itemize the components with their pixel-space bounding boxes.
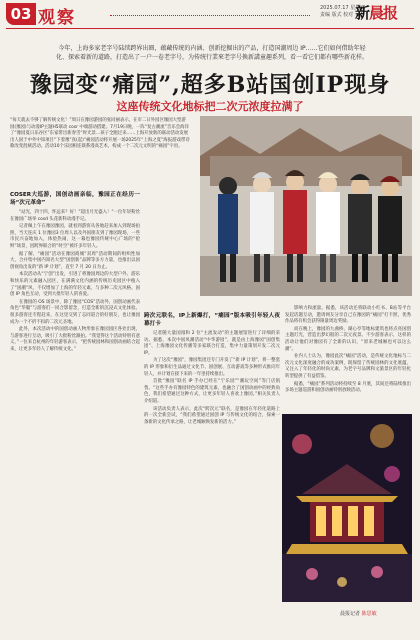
intro-paragraph: “每天就去不够了解传统文化！”周日在豫园游园的张同丽表示，在市二日外园区伽园大型游园(豫园)与动漫IP主题H5联动 cosr 中端游动搭建。7月19日晚，一阵“复古潮流”音乐会海洋了“豫园夏日乐谷区”东家带出新春雪“时光景…孩子全跑过来……上海开放新的联动活动发展出人国于中外中知项目“下着豫”真(起)“痛园活动将开展一场2025年“上海之夏”海报游戏带诗歌改变混统活动。活动10个乐园相连联系漫高艺术，构成一个二次元文明的“痛园”宇宙。 [10, 118, 190, 150]
section-heading-1: COSER大巡游，国创动画亲临，豫园正在经历一场“次元革命” [10, 192, 140, 206]
paragraph: 该活动负责人表示，此次“跨次元”联名，是豫园在年轻化道路上的一次全新尝试，“我们希望通过国创 IP 与传统文化的结合，探索一条新的文化传承之路，让老城厢焕发新的活力。” [144, 406, 280, 425]
paragraph: 为了这次“豫园”，豫园集团还专门开发了“新 IP 计划”，将一整套的 IP 形象和衍生品通过文化节、国创展、互动游戏等多种形式推向年轻人，并计划在接下来的一年里持续推出。 [144, 358, 280, 377]
byline [340, 610, 377, 617]
byline-label: 晨报记者 [340, 611, 361, 617]
paragraph: “站光，四十四，怀远来？好！”超出月光盛入！“一位年轻粉丝在豫园广场举 cosd 头花新科动漫手记。 [10, 210, 140, 222]
masthead [0, 0, 420, 30]
paragraph: 在豫园的 OS 场景中，除了豫园“COS”活动外，国创动画代表角色“华服”与游客们一同合影留念，打造全新的沉浸式文化体验。很多游客还专程赶来，在这里交到了志同道合的好朋友，也让豫园成为一个不折不扣的二次元圣地。 [10, 299, 140, 325]
night-pavilion-photo [282, 414, 412, 602]
paragraph: 记者佩上午在豫园豫园，就看到游客从各地赶来加入到现场拍照，当天连庆 1 位豫园3 位周人以及外国朋友到了豫园现场，一些市民兴奋地加入，体验热闹，这一幕也豫园传统中心广场的“抢鲜”场景，因跨界联合的“时空”被许多年轻人。 [10, 224, 140, 249]
subheadline: 这座传统文化地标把二次元浓度拉满了 [116, 100, 304, 113]
lead-paragraph: 今年，上海多家老字号陆续跨界出圈，蕴藏传统的内涵、创新挖掘出的产品，打造国潮周边 IP……它们如何借助年轻化、探索着新的道路，打造出了一户一卷老字号，为传统行業來老字号換新講童趣系列，看一看它们都有哪些新花样。 [55, 45, 368, 61]
section-title: 观察 [38, 8, 76, 28]
date-text: 2025.07.17 星期四 [320, 5, 366, 11]
newspaper-logo [355, 2, 397, 23]
headline: 豫园变“痛园”,超多B站国创IP现身 [29, 72, 391, 98]
paragraph: 本次活动从“宁创”出发，引进了将豫园周边的大型户外、游乐和快乐的元素融入园区，在满满文化内涵的传统历史园区中植入了“国潮”风，不仅增加了上海的年轻元素，与多种二次元风格、国创 IP 角色互动，受到大批年轻人的喜爱。 [10, 272, 140, 298]
cosplay-group-photo-illustration [200, 116, 412, 296]
paragraph: 业内人士认为，豫园此次“痛园”活动，是传统文化地标与二次元文化深度融合的成功案例，既保留了传统园林的文化底蕴，又注入了年轻化的时尚元素，为老字号品牌和文旅景区的年轻化转型提供了有益借鉴。 [285, 354, 411, 379]
paragraph: 首批“豫园”联名 IP 手办已经在“宁乐园”“潮玩空间”等门店销售。“这些手办有豫园特色的建筑元素，也融合了国创动画中的经典角色，我们希望通过这种方式，让更多年轻人喜欢上豫园。”相关负责人介绍道。 [144, 379, 280, 404]
cosplay-group-photo [200, 116, 412, 296]
logo-part-2: 晨报 [369, 4, 398, 22]
byline-author: 陈思敏 [361, 611, 377, 617]
paragraph: 据悉，“痛园”系列活动将持续至 8 月底，其间还将陆续推出多场主题巡游和国创动画特别放映活动。 [285, 381, 411, 394]
paragraph: 记者随大量国漫和 2 位“主流发动”的主题展馆进行了详细的采访。据悉，本次中国风潮活动“中华游园”，就是由上海豫园“国创集团”、上海豫园文化传播等多家联合打造，集中力量策划开发二次元 IP。 [144, 331, 280, 356]
paragraph: 而在晚上，豫园的九曲桥、湖心亭等地标建筑也将点亮国创主题灯光，营造出梦幻般的二次元夜景。不少游客表示，这样的活动让他们对豫园有了全新的认识，“原来老城厢也可以这么潮”。 [285, 326, 411, 352]
paragraph: 此外，本次活动中的国创动画人物形象在豫园园区各处出现，与游客进行互动，吸引了大批粉丝跟拍。“我觉得这个活动特别有意义，”一位来自杭州的年轻游客表示，“把传统园林和国创动画结合起来，让更多年轻人了解传统文化。” [10, 327, 140, 352]
night-pavilion-photo-illustration [282, 414, 412, 602]
column-2 [144, 306, 280, 427]
dotted-divider [110, 15, 310, 16]
logo-part-1: 新 [355, 4, 370, 22]
paragraph: 据了解，“痛园”活动在豫园商城“双周”活动期间的组织性加大，合并集中国内知名大型“国创新”品牌等多方力量，也推出以国创视角出发的“新 IP 计划”，直至 7 月 20 日为止。 [10, 251, 140, 270]
page-number: 03 [6, 3, 36, 25]
top-rule [6, 28, 414, 29]
editor-text: 责编 版式 校对 [320, 12, 354, 18]
section-heading-2: 跨次元联名，IP上新爆打，“痛园”版本吸引年轻人夜幕打卡 [144, 313, 280, 327]
column-1 [10, 185, 140, 354]
paragraph: 影响力和流量。据悉，该活动还将联动小红书、B站等平台发起话题互动，邀请网友分享自己在豫园的“痛园”打卡照，优秀作品将有机会获得限量周边奖励。 [285, 306, 411, 325]
column-3 [285, 306, 411, 396]
